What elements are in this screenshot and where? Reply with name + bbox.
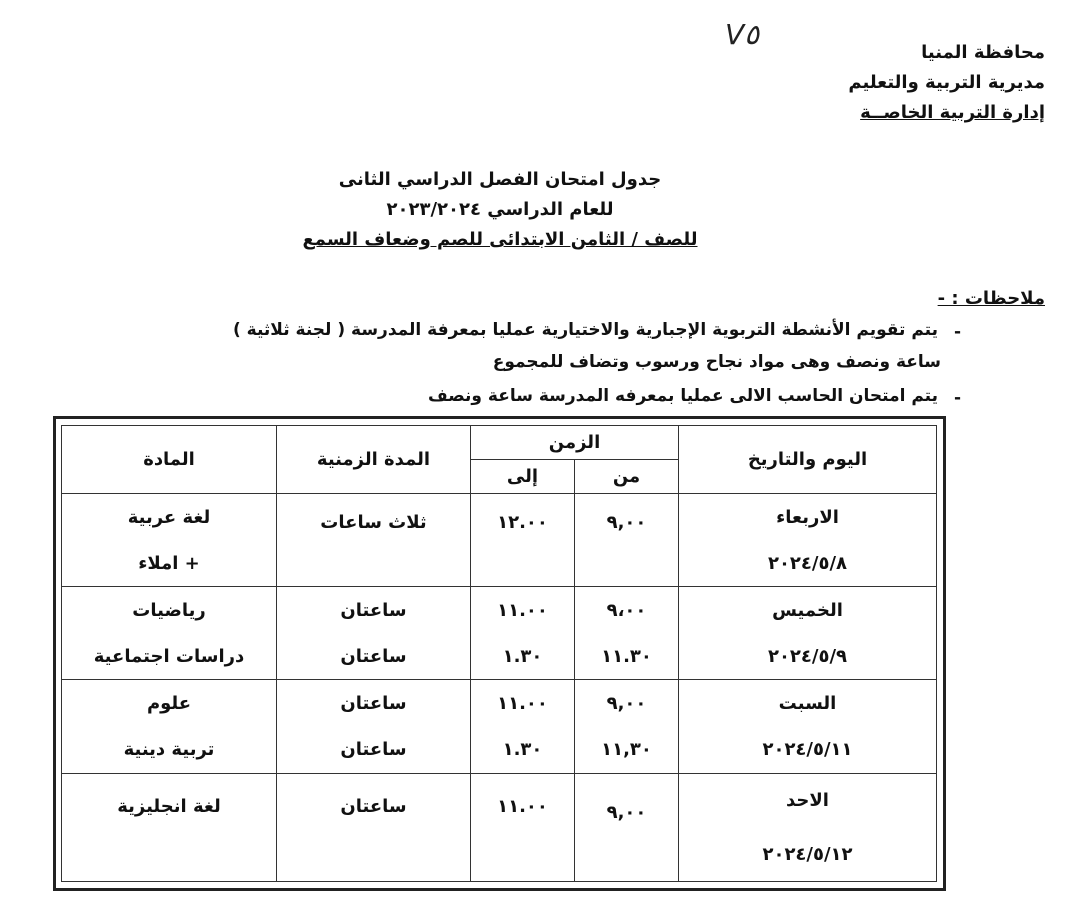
title-line-3: للصف / الثامن الابتدائى للصم وضعاف السمع bbox=[302, 229, 698, 250]
header-subject: المادة bbox=[62, 426, 277, 494]
header-from: من bbox=[575, 460, 679, 494]
to-time: ١١.٠٠ bbox=[497, 599, 548, 621]
duration-cell bbox=[277, 587, 471, 680]
subject-cell bbox=[62, 680, 277, 773]
governorate-label: محافظة المنيا bbox=[921, 42, 1045, 63]
subject-cell bbox=[62, 494, 277, 587]
to-cell bbox=[471, 587, 575, 680]
table-row bbox=[62, 680, 937, 773]
subject-name: رياضيات bbox=[132, 599, 206, 621]
to-time: ١.٣٠ bbox=[502, 739, 543, 761]
table-row bbox=[62, 773, 937, 881]
to-time: ١.٣٠ bbox=[502, 645, 543, 667]
header-duration: المدة الزمنية bbox=[277, 426, 471, 494]
note-bullet-1: - bbox=[953, 322, 961, 342]
handwritten-mark: V٥ bbox=[725, 18, 760, 51]
duration-value: ساعتان bbox=[340, 692, 407, 714]
day-date-cell bbox=[679, 680, 937, 773]
exam-date: ٢٠٢٤/٥/١٢ bbox=[762, 843, 853, 865]
day-name: الاحد bbox=[786, 789, 829, 811]
day-name: الاربعاء bbox=[776, 506, 839, 528]
title-line-2: للعام الدراسي ٢٠٢٣/٢٠٢٤ bbox=[386, 199, 614, 220]
directorate-label: مديرية التربية والتعليم bbox=[848, 72, 1045, 93]
subject-name: دراسات اجتماعية bbox=[93, 645, 245, 667]
duration-cell bbox=[277, 494, 471, 587]
subject-name: + املاء bbox=[138, 552, 200, 574]
to-cell bbox=[471, 680, 575, 773]
header-day-date: اليوم والتاريخ bbox=[679, 426, 937, 494]
exam-date: ٢٠٢٤/٥/٨ bbox=[767, 552, 848, 574]
duration-value: ساعتان bbox=[340, 645, 407, 667]
subject-cell bbox=[62, 587, 277, 680]
header-to: إلى bbox=[471, 460, 575, 494]
from-time: ٩,٠٠ bbox=[606, 692, 647, 714]
day-name: الخميس bbox=[772, 599, 843, 621]
note-line-1: يتم تقويم الأنشطة التربوية الإجبارية والاختيارية عمليا بمعرفة المدرسة ( لجنة ثلاثية ) bbox=[232, 320, 938, 340]
from-time: ٩،٠٠ bbox=[606, 599, 647, 621]
subject-name: تربية دينية bbox=[123, 739, 215, 761]
to-cell bbox=[471, 773, 575, 881]
subject-name: لغة عربية bbox=[127, 506, 211, 528]
exam-date: ٢٠٢٤/٥/٩ bbox=[767, 645, 848, 667]
from-time: ٩,٠٠ bbox=[606, 801, 647, 823]
title-line-1: جدول امتحان الفصل الدراسي الثانى bbox=[338, 169, 662, 190]
notes-heading: ملاحظات : - bbox=[937, 288, 1045, 309]
from-cell bbox=[575, 680, 679, 773]
exam-date: ٢٠٢٤/٥/١١ bbox=[762, 739, 853, 761]
to-cell bbox=[471, 494, 575, 587]
day-date-cell bbox=[679, 587, 937, 680]
to-time: ١٢.٠٠ bbox=[497, 512, 548, 533]
header-time: الزمن bbox=[471, 426, 679, 460]
issuer-header bbox=[805, 38, 1045, 128]
subject-name: علوم bbox=[146, 692, 192, 714]
note-line-2: ساعة ونصف وهى مواد نجاح ورسوب وتضاف للمجموع bbox=[492, 352, 941, 372]
from-cell bbox=[575, 494, 679, 587]
exam-schedule-table bbox=[61, 425, 937, 882]
document-title bbox=[270, 165, 730, 255]
from-time: ١١,٣٠ bbox=[601, 739, 652, 761]
duration-value: ثلاث ساعات bbox=[320, 512, 427, 533]
from-time: ٩,٠٠ bbox=[606, 512, 647, 533]
to-time: ١١.٠٠ bbox=[497, 692, 548, 714]
to-time: ١١.٠٠ bbox=[497, 795, 548, 817]
day-date-cell bbox=[679, 494, 937, 587]
administration-label: إدارة التربية الخاصــة bbox=[860, 102, 1045, 123]
duration-cell bbox=[277, 773, 471, 881]
day-name: السبت bbox=[778, 692, 837, 714]
duration-value: ساعتان bbox=[340, 599, 407, 621]
subject-cell bbox=[62, 773, 277, 881]
exam-schedule-frame bbox=[53, 416, 946, 891]
note-bullet-2: - bbox=[953, 388, 961, 408]
from-time: ١١.٣٠ bbox=[601, 645, 652, 667]
duration-value: ساعتان bbox=[340, 739, 407, 761]
from-cell bbox=[575, 587, 679, 680]
subject-name: لغة انجليزية bbox=[117, 795, 221, 817]
table-row bbox=[62, 587, 937, 680]
duration-value: ساعتان bbox=[340, 795, 407, 817]
from-cell bbox=[575, 773, 679, 881]
duration-cell bbox=[277, 680, 471, 773]
note-line-3: يتم امتحان الحاسب الالى عمليا بمعرفه المدرسة ساعة ونصف bbox=[428, 386, 938, 406]
day-date-cell bbox=[679, 773, 937, 881]
table-row bbox=[62, 494, 937, 587]
